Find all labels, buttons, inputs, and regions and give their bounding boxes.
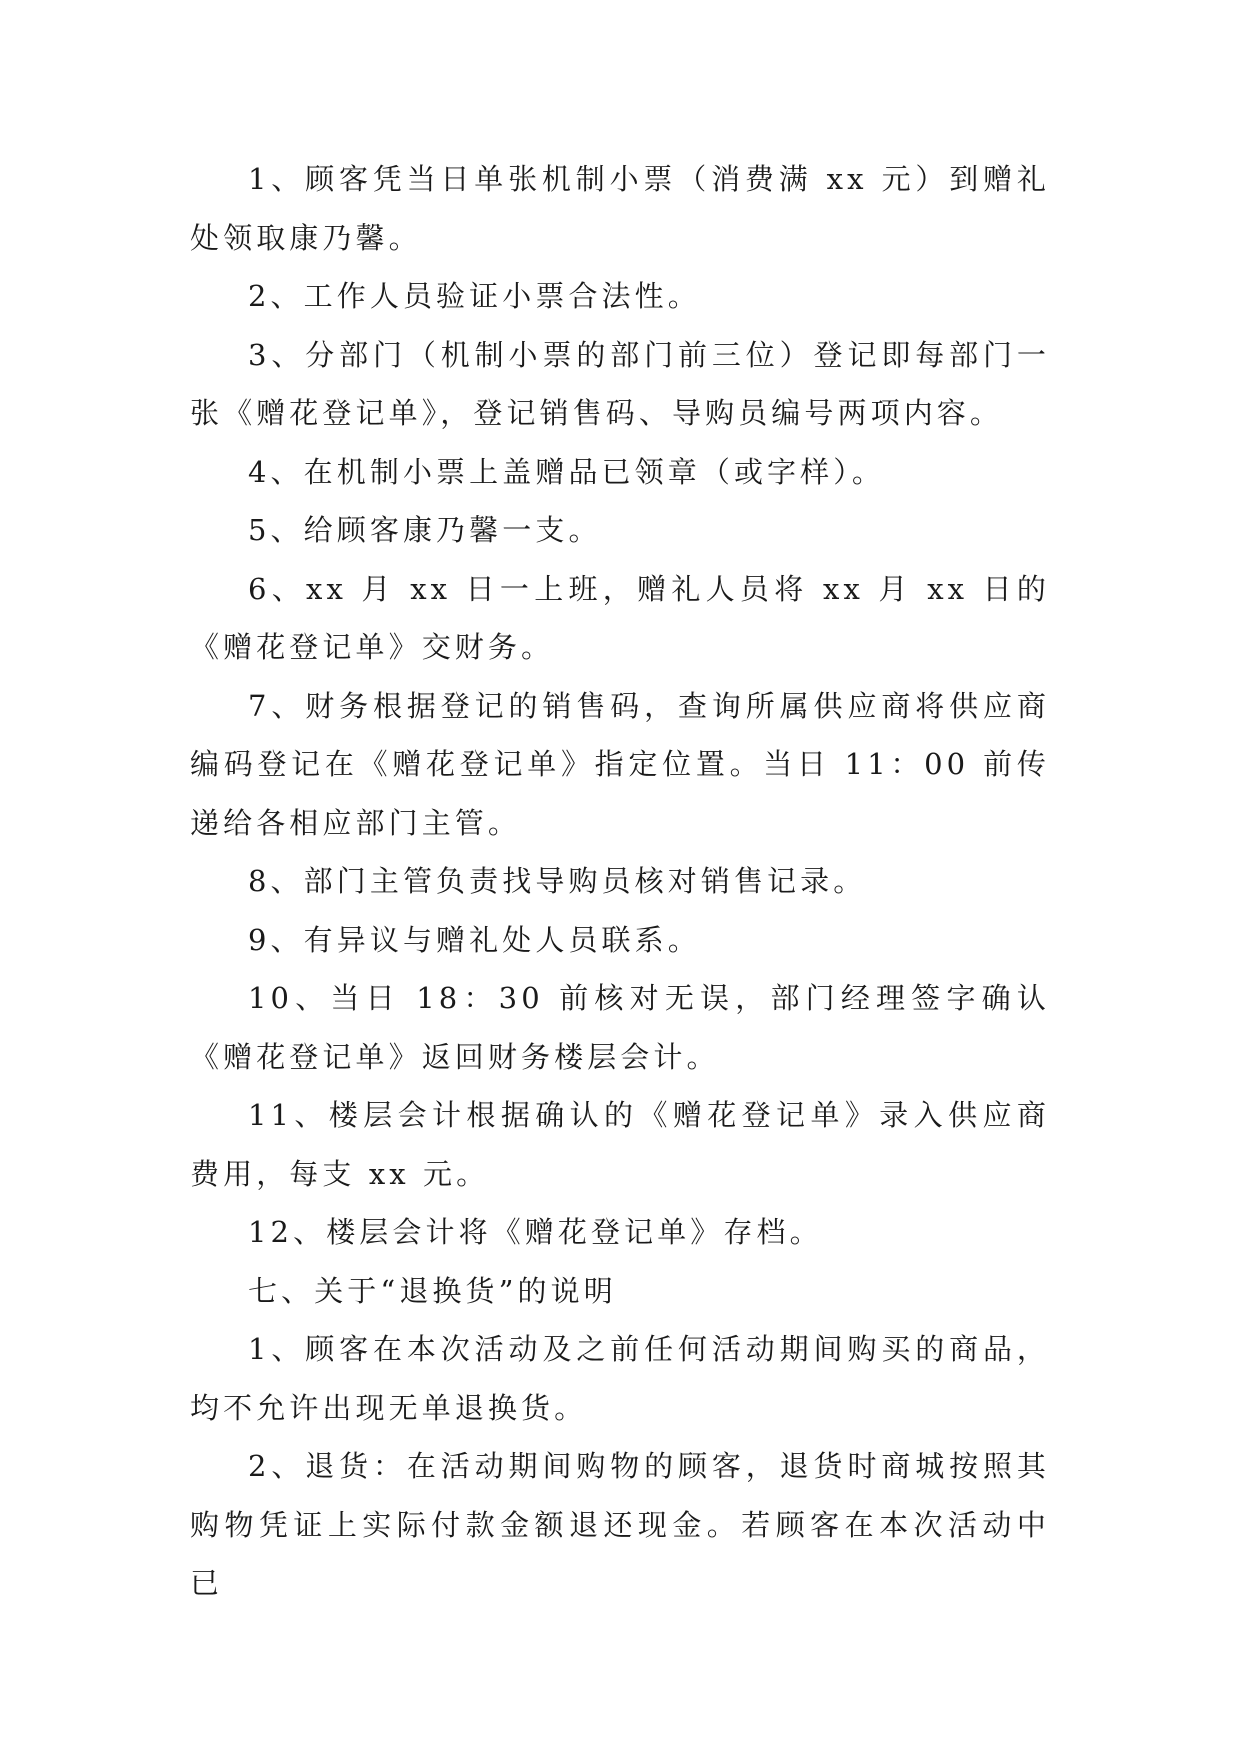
paragraph-5: 5、给顾客康乃馨一支。 [248,513,602,547]
paragraph-8: 8、部门主管负责找导购员核对销售记录。 [248,864,867,898]
paragraph-returns-1: 1、顾客在本次活动及之前任何活动期间购买的商品，均不允许出现无单退换货。 [190,1332,1050,1425]
paragraph-12: 12、楼层会计将《赠花登记单》存档。 [248,1215,823,1249]
document-body [190,150,1050,1613]
paragraph-11: 11、楼层会计根据确认的《赠花登记单》录入供应商费用，每支 xx 元。 [190,1098,1050,1191]
paragraph-2: 2、工作人员验证小票合法性。 [248,279,701,313]
paragraph-3: 3、分部门（机制小票的部门前三位）登记即每部门一张《赠花登记单》，登记销售码、导购员编号两项内容。 [190,337,1050,430]
paragraph-6: 6、xx 月 xx 日一上班，赠礼人员将 xx 月 xx 日的《赠花登记单》交财务。 [190,571,1050,664]
paragraph-7: 7、财务根据登记的销售码，查询所属供应商将供应商编码登记在《赠花登记单》指定位置。当日 11：00 前传递给各相应部门主管。 [190,688,1050,840]
paragraph-9: 9、有异议与赠礼处人员联系。 [248,922,701,957]
paragraph-1: 1、顾客凭当日单张机制小票（消费满 xx 元）到赠礼处领取康乃馨。 [190,162,1050,255]
paragraph-returns-2: 2、退货：在活动期间购物的顾客，退货时商城按照其购物凭证上实际付款金额退还现金。若顾客在本次活动中已 [190,1449,1050,1600]
paragraph-4: 4、在机制小票上盖赠品已领章（或字样）。 [248,454,885,489]
paragraph-10: 10、当日 18：30 前核对无误，部门经理签字确认《赠花登记单》返回财务楼层会计。 [190,981,1050,1074]
section-heading-returns: 七、关于“退换货”的说明 [248,1273,617,1308]
